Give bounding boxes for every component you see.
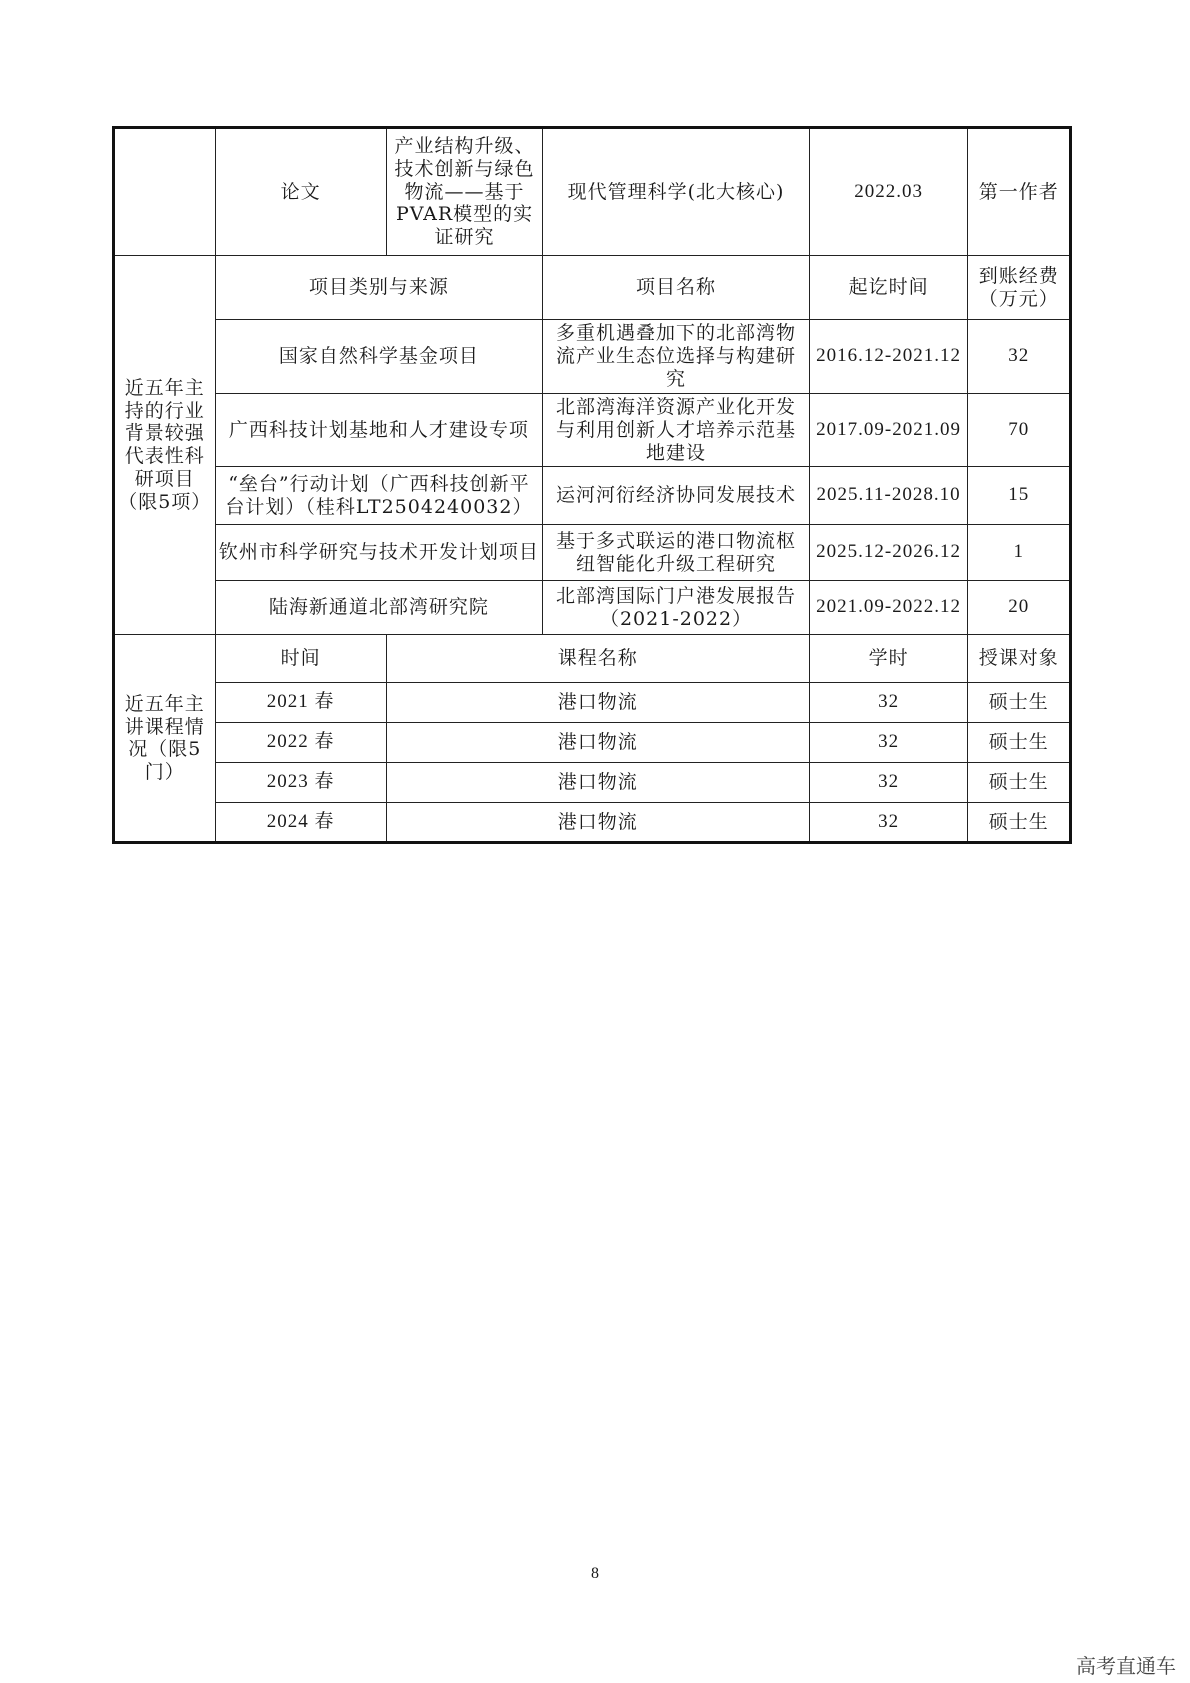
course-time: 2022 春: [215, 723, 386, 763]
project-row: [114, 581, 1071, 635]
paper-journal: 现代管理科学(北大核心): [543, 128, 809, 256]
projects-header-period: 起讫时间: [809, 256, 968, 320]
course-name: 港口物流: [386, 763, 809, 803]
paper-date: 2022.03: [809, 128, 968, 256]
course-audience: 硕士生: [968, 723, 1071, 763]
project-name: 多重机遇叠加下的北部湾物流产业生态位选择与构建研究: [543, 320, 809, 394]
courses-header-name: 课程名称: [386, 635, 809, 683]
course-row: [114, 803, 1071, 843]
paper-row: [114, 128, 1071, 256]
project-funding: 20: [968, 581, 1071, 635]
course-time: 2021 春: [215, 683, 386, 723]
course-hours: 32: [809, 683, 968, 723]
project-funding: 32: [968, 320, 1071, 394]
course-audience: 硕士生: [968, 803, 1071, 843]
project-funding: 1: [968, 525, 1071, 581]
courses-header-time: 时间: [215, 635, 386, 683]
project-row: [114, 467, 1071, 525]
course-name: 港口物流: [386, 683, 809, 723]
project-period: 2021.09-2022.12: [809, 581, 968, 635]
project-row: [114, 394, 1071, 467]
profile-table: [112, 126, 1072, 844]
projects-header-category: 项目类别与来源: [215, 256, 543, 320]
course-audience: 硕士生: [968, 763, 1071, 803]
project-category: 广西科技计划基地和人才建设专项: [215, 394, 543, 467]
project-row: [114, 320, 1071, 394]
project-funding: 70: [968, 394, 1071, 467]
watermark-text: 高考直通车: [1076, 1654, 1176, 1678]
project-category: “垒台”行动计划（广西科技创新平台计划）（桂科LT2504240032）: [215, 467, 543, 525]
course-time: 2023 春: [215, 763, 386, 803]
course-hours: 32: [809, 803, 968, 843]
project-period: 2025.11-2028.10: [809, 467, 968, 525]
course-row: [114, 763, 1071, 803]
course-time: 2024 春: [215, 803, 386, 843]
project-name: 北部湾海洋资源产业化开发与利用创新人才培养示范基地建设: [543, 394, 809, 467]
project-category: 钦州市科学研究与技术开发计划项目: [215, 525, 543, 581]
projects-header-name: 项目名称: [543, 256, 809, 320]
course-audience: 硕士生: [968, 683, 1071, 723]
course-hours: 32: [809, 723, 968, 763]
course-hours: 32: [809, 763, 968, 803]
projects-section-label: 近五年主持的行业背景较强代表性科研项目（限5项）: [114, 256, 216, 635]
page-number: 8: [591, 1565, 599, 1582]
paper-row-blank: [114, 128, 216, 256]
project-name: 基于多式联运的港口物流枢纽智能化升级工程研究: [543, 525, 809, 581]
projects-header-row: [114, 256, 1071, 320]
project-category: 陆海新通道北部湾研究院: [215, 581, 543, 635]
paper-type: 论文: [215, 128, 386, 256]
course-name: 港口物流: [386, 723, 809, 763]
project-name: 运河河衍经济协同发展技术: [543, 467, 809, 525]
project-period: 2025.12-2026.12: [809, 525, 968, 581]
project-funding: 15: [968, 467, 1071, 525]
courses-header-row: [114, 635, 1071, 683]
course-name: 港口物流: [386, 803, 809, 843]
project-period: 2017.09-2021.09: [809, 394, 968, 467]
projects-header-funding: 到账经费（万元）: [968, 256, 1071, 320]
courses-header-hours: 学时: [809, 635, 968, 683]
project-row: [114, 525, 1071, 581]
courses-section-label: 近五年主讲课程情况（限5门）: [114, 635, 216, 843]
project-category: 国家自然科学基金项目: [215, 320, 543, 394]
paper-role: 第一作者: [968, 128, 1071, 256]
courses-header-audience: 授课对象: [968, 635, 1071, 683]
course-row: [114, 683, 1071, 723]
project-period: 2016.12-2021.12: [809, 320, 968, 394]
paper-title: 产业结构升级、技术创新与绿色物流——基于PVAR模型的实证研究: [386, 128, 543, 256]
course-row: [114, 723, 1071, 763]
project-name: 北部湾国际门户港发展报告（2021-2022）: [543, 581, 809, 635]
